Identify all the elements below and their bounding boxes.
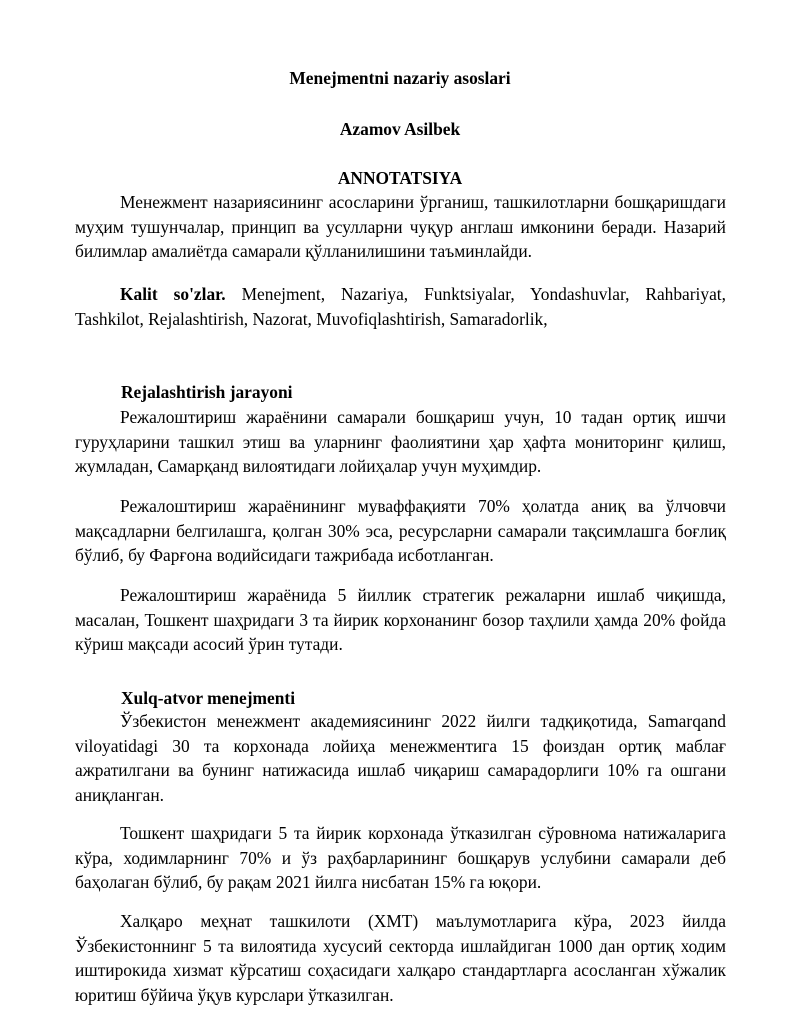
keywords-text: Menejment, Nazariya, Funktsiyalar, Yondashuvlar, Rahbariyat, Tashkilot, Rejalashtirish, Nazorat, Muvofiqlashtirish, Samaradorlik, [75, 284, 726, 329]
planning-paragraph-2: Режалоштириш жараёнининг муваффақияти 70% ҳолатда аниқ ва ўлчовчи мақсадларни белгилашга, қолган 30% эса, ресурсларни самарали тақсимлашга боғлиқ бўлиб, бу Фарғона водийсидаги тажрибада исботланган. [75, 496, 726, 566]
behavior-paragraph-3: Халқаро меҳнат ташкилоти (ХМТ) маълумотларига кўра, 2023 йилда Ўзбекистоннинг 5 та вилоятида хусусий секторда ишлайдиган 1000 дан ортиқ ходим иштирокида хизмат кўрсатиш соҳасидаги халқаро стандартларга асосланган хўжалик юритиш бўйича ўқув курслари ўтказилган. [75, 911, 726, 1005]
document-title: Menejmentni nazariy asoslari [289, 68, 511, 88]
section-heading-planning: Rejalashtirish jarayoni [121, 382, 293, 402]
behavior-paragraph-1: Ўзбекистон менежмент академиясининг 2022 йилги тадқиқотида, Samarqand viloyatidagi 30 та корхонада лойиҳа менежментига 15 фоиздан ортиқ маблағ ажратилгани ва бунинг натижасида ишлаб чиқариш самарадорлиги 10% га ошгани аниқланган. [75, 711, 726, 805]
annotation-heading: ANNOTATSIYA [337, 168, 463, 188]
keywords-label: Kalit so'zlar. [120, 284, 226, 304]
planning-paragraph-3: Режалоштириш жараёнида 5 йиллик стратегик режаларни ишлаб чиқишда, масалан, Тошкент шаҳридаги 3 та йирик корхонанинг бозор таҳлили ҳамда 20% фойда кўриш мақсади асосий ўрин тутади. [75, 585, 726, 655]
planning-paragraph-1: Режалоштириш жараёнини самарали бошқариш учун, 10 тадан ортиқ ишчи гуруҳларини ташкил этиш ва уларнинг фаолиятини ҳар ҳафта мониторинг қилиш, жумладан, Самарқанд вилоятидаги лойиҳалар учун муҳимдир. [75, 407, 726, 477]
behavior-paragraph-2: Тошкент шаҳридаги 5 та йирик корхонада ўтказилган сўровнома натижаларига кўра, ходимларнинг 70% и ўз раҳбарларининг бошқарув услубини самарали деб баҳолаган бўлиб, бу рақам 2021 йилга нисбатан 15% га юқори. [75, 823, 726, 893]
keywords-paragraph [75, 282, 726, 331]
annotation-text: Менежмент назариясининг асосларини ўрганиш, ташкилотларни бошқаришдаги муҳим тушунчалар, принцип ва усулларни чуқур англаш имконини беради. Назарий билимлар амалиётда самарали қўлланилишини таъминлайди. [75, 192, 726, 262]
section-heading-behavior: Xulq-atvor menejmenti [121, 688, 296, 708]
author-name: Azamov Asilbek [339, 119, 461, 139]
